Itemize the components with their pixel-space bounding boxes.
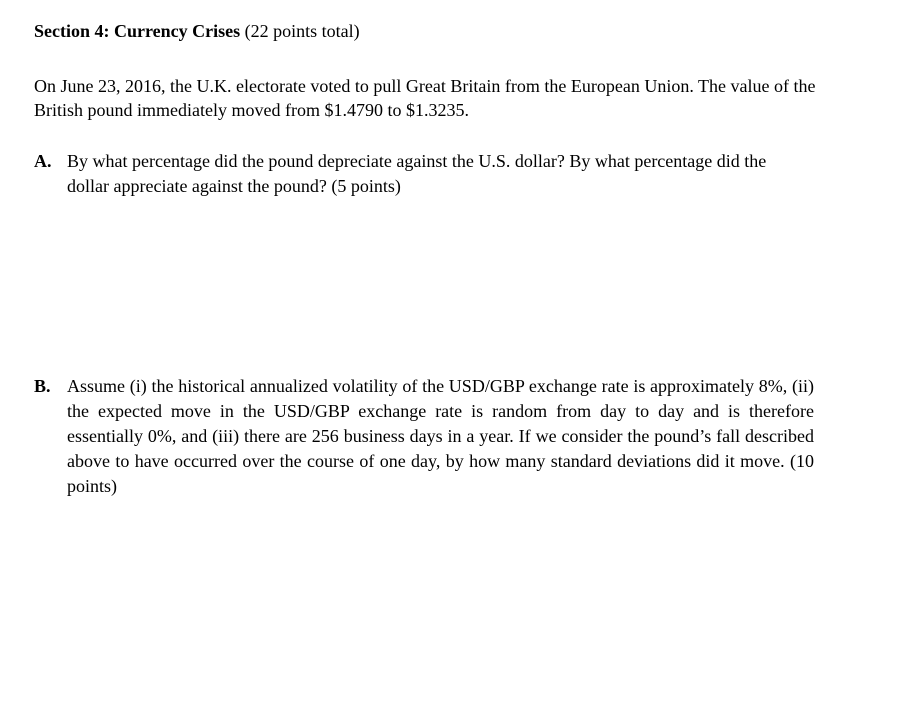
question-a-text: By what percentage did the pound depreciate against the U.S. dollar? By what percentage did the dollar appreciate against the pound? (5 points): [67, 151, 767, 196]
question-a-letter: A.: [34, 151, 52, 171]
section-title: [34, 20, 360, 42]
intro-paragraph: On June 23, 2016, the U.K. electorate voted to pull Great Britain from the European Union. The value of the British pound immediately moved from $1.4790 to $1.3235.: [34, 76, 816, 120]
section-points-note: (22 points total): [244, 21, 360, 41]
question-b-text: Assume (i) the historical annualized volatility of the USD/GBP exchange rate is approximately 8%, (ii) the expected move in the USD/GBP exchange rate is random from day to day and is therefore essentially 0%, and (iii) there are 256 business days in a year. If we consider the pound’s fall described above to have occurred over the course of one day, by how many standard deviations did it move. (10 points): [67, 376, 814, 496]
question-b-letter: B.: [34, 376, 51, 396]
section-heading: Section 4: Currency Crises: [34, 21, 241, 41]
